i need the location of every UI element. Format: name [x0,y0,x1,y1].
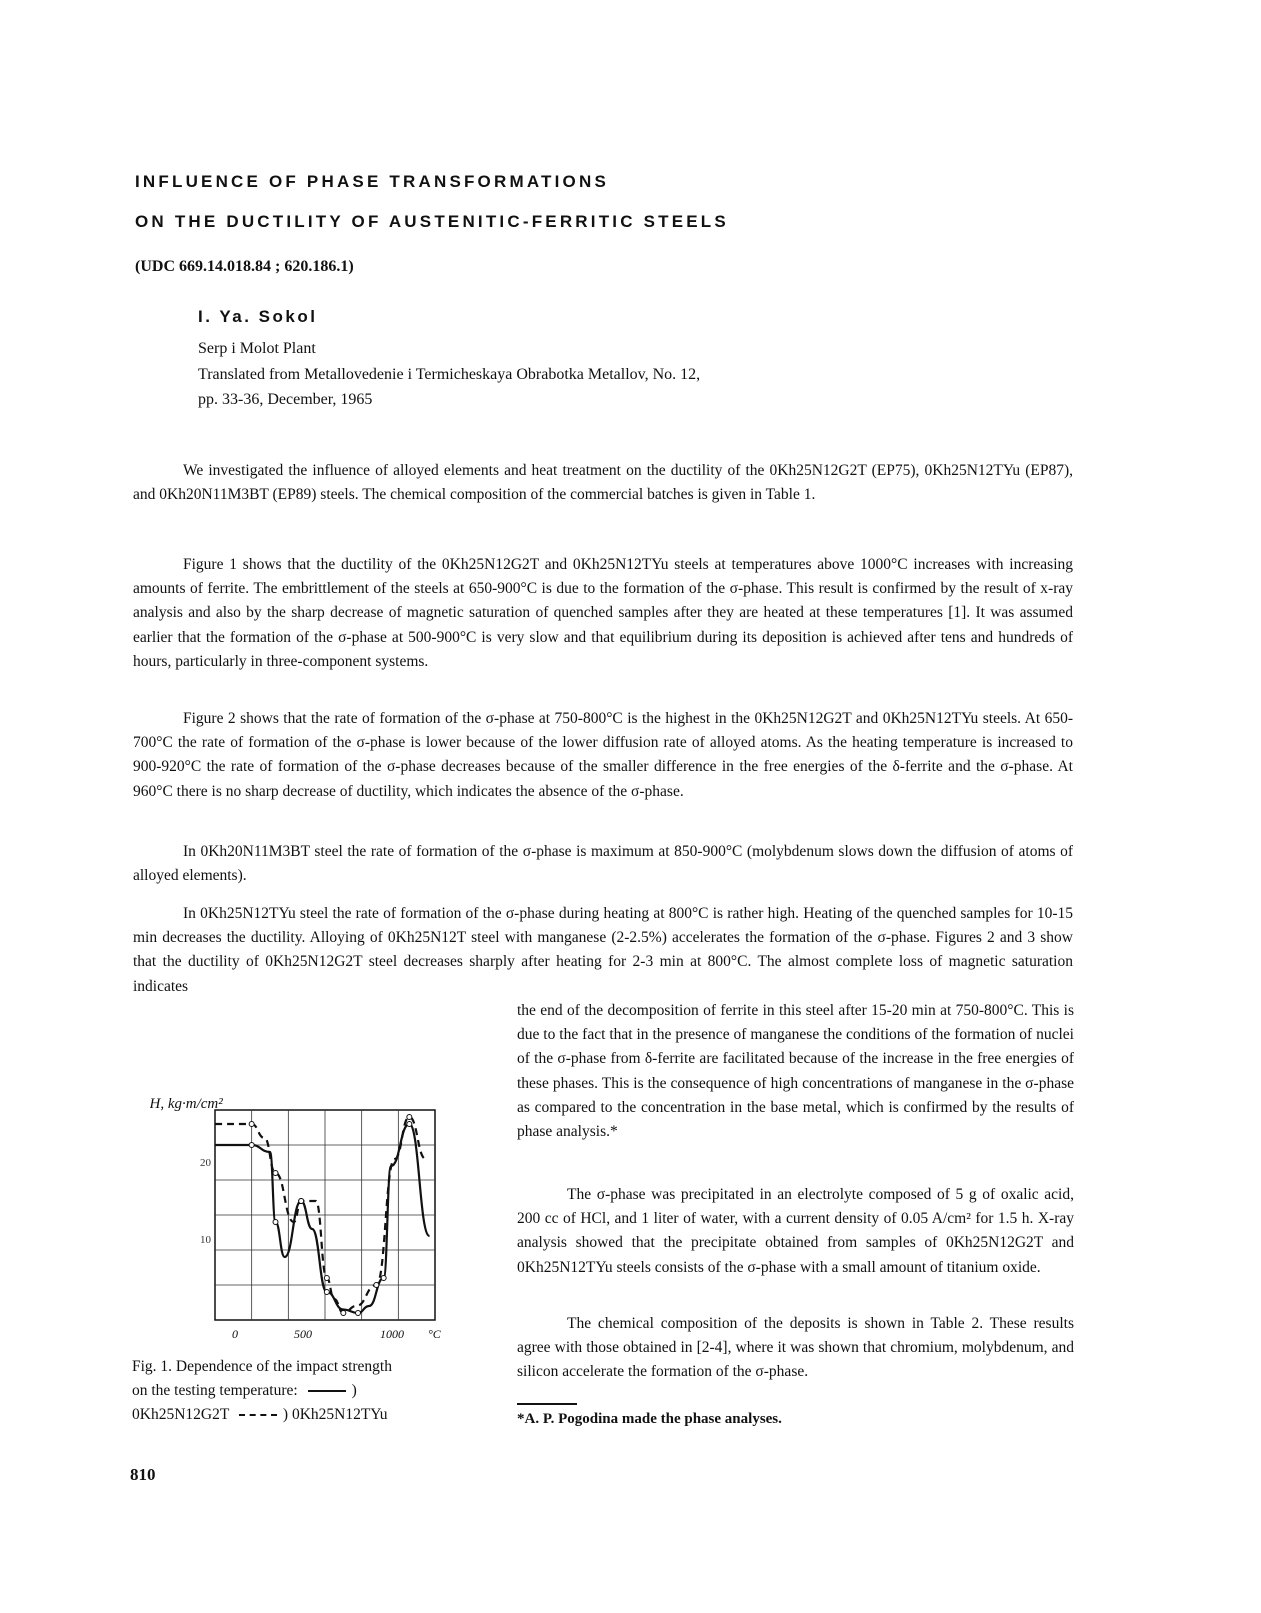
figure-caption [132,1355,502,1427]
data-point [273,1220,278,1225]
paragraph-4: In 0Kh20N11M3BT steel the rate of formation of the σ-phase is maximum at 850-900°C (molybdenum slows down the diffusion of atoms of alloyed elements). [133,843,1073,885]
title-line-1: INFLUENCE OF PHASE TRANSFORMATIONS [135,172,609,191]
paragraph-5: In 0Kh25N12TYu steel the rate of formation of the σ-phase during heating at 800°C is rather high. Heating of the quenched samples for 10-15 min decreases the ductility. Alloying of 0Kh25N12T steel with manganese (2-2.5%) accelerates the formation of the σ-phase. Figures 2 and 3 show that the ductility of 0Kh25N12G2T steel decreases sharply after heating for 2-3 min at 800°C. The almost complete loss of magnetic saturation indicates [133,905,1073,995]
y-tick-label-upper: 20 [200,1157,211,1169]
impact-strength-chart [150,1090,460,1350]
data-point [341,1311,346,1316]
footnote: *A. P. Pogodina made the phase analyses. [517,1411,782,1427]
publication-pages: pp. 33-36, December, 1965 [198,391,373,408]
udc-code: (UDC 669.14.018.84 ; 620.186.1) [135,258,354,275]
data-point [299,1199,304,1204]
y-axis-label: aH, kg·m/cm² [150,1096,223,1112]
x-unit-label: °C [428,1327,441,1341]
data-point [374,1283,379,1288]
paragraph-1: We investigated the influence of alloyed elements and heat treatment on the ductility of the 0Kh25N12G2T (EP75), 0Kh25N12TYu (EP87), and 0Kh20N11M3BT (EP89) steels. The chemical composition of the commercial batches is given in Table 1. [133,462,1073,504]
legend-label-g2t: 0Kh25N12G2T [132,1406,230,1423]
caption-paren: ) [351,1382,357,1399]
paragraph-7: The chemical composition of the deposits is shown in Table 2. These results agree with those obtained in [2-4], where it was shown that chromium, molybdenum, and silicon accelerate the formation of the σ-phase. [517,1315,1074,1381]
y-tick-label-lower: 10 [200,1234,211,1246]
data-point [249,1122,254,1127]
caption-line-3 [132,1403,502,1427]
footnote-rule [517,1403,577,1405]
data-point [407,1115,412,1120]
data-point [381,1276,386,1281]
data-point [324,1290,329,1295]
data-point [407,1122,412,1127]
paragraph-3: Figure 2 shows that the rate of formation of the σ-phase at 750-800°C is the highest in the 0Kh25N12G2T and 0Kh25N12TYu steels. At 650-700°C the rate of formation of the σ-phase is lower because of the lower diffusion rate of alloyed atoms. As the heating temperature is increased to 900-920°C the rate of formation of the σ-phase decreases because of the smaller difference in the free energies of the δ-ferrite and the σ-phase. At 960°C there is no sharp decrease of ductility, which indicates the absence of the σ-phase. [133,710,1073,800]
x-tick-label-mid: 500 [294,1327,312,1341]
caption-line-2 [132,1379,502,1403]
figure-1 [150,1090,460,1350]
data-point [324,1276,329,1281]
caption-text: on the testing temperature: [132,1382,298,1399]
paragraph-2: Figure 1 shows that the ductility of the 0Kh25N12G2T and 0Kh25N12TYu steels at temperatures above 1000°C increases with increasing amounts of ferrite. The embrittlement of the steels at 650-900°C is due to the formation of the σ-phase. This result is confirmed by the result of x-ray analysis and also by the sharp decrease of magnetic saturation of quenched samples after they are heated at these temperatures [1]. It was assumed earlier that the formation of the σ-phase at 500-900°C is very slow and that equilibrium during its deposition is achieved after tens and hundreds of hours, particularly in three-component systems. [133,556,1073,670]
caption-line-1: Fig. 1. Dependence of the impact strength [132,1358,392,1375]
page-number: 810 [130,1465,156,1484]
x-tick-label-origin: 0 [232,1327,238,1341]
data-point [249,1143,254,1148]
paragraph-6: The σ-phase was precipitated in an electrolyte composed of 5 g of oxalic acid, 200 cc of HCl, and 1 liter of water, with a current density of 0.05 A/cm² for 1.5 h. X-ray analysis showed that the precipitate obtained from samples of 0Kh25N12G2T and 0Kh25N12TYu steels consists of the σ-phase with a small amount of titanium oxide. [517,1186,1074,1276]
data-point [273,1171,278,1176]
affiliation: Serp i Molot Plant [198,340,316,357]
paragraph-5-continued: the end of the decomposition of ferrite in this steel after 15-20 min at 750-800°C. This is due to the fact that in the presence of manganese the conditions of the formation of nuclei of the σ-phase from δ-ferrite are facilitated because of the increase in the free energies of these phases. This is the consequence of high concentrations of manganese in the σ-phase as compared to the concentration in the base metal, which is confirmed by the results of phase analysis.* [517,1002,1074,1141]
legend-label-tyu: ) 0Kh25N12TYu [282,1406,388,1423]
data-point [356,1311,361,1316]
translation-source: Translated from Metallovedenie i Termicheskaya Obrabotka Metallov, No. 12, [198,366,701,383]
legend-solid-line [308,1390,346,1392]
x-tick-label-right: 1000 [380,1327,404,1341]
author: I. Ya. Sokol [198,307,318,326]
title-line-2: ON THE DUCTILITY OF AUSTENITIC-FERRITIC STEELS [135,212,729,231]
legend-dashed-line [239,1414,277,1416]
